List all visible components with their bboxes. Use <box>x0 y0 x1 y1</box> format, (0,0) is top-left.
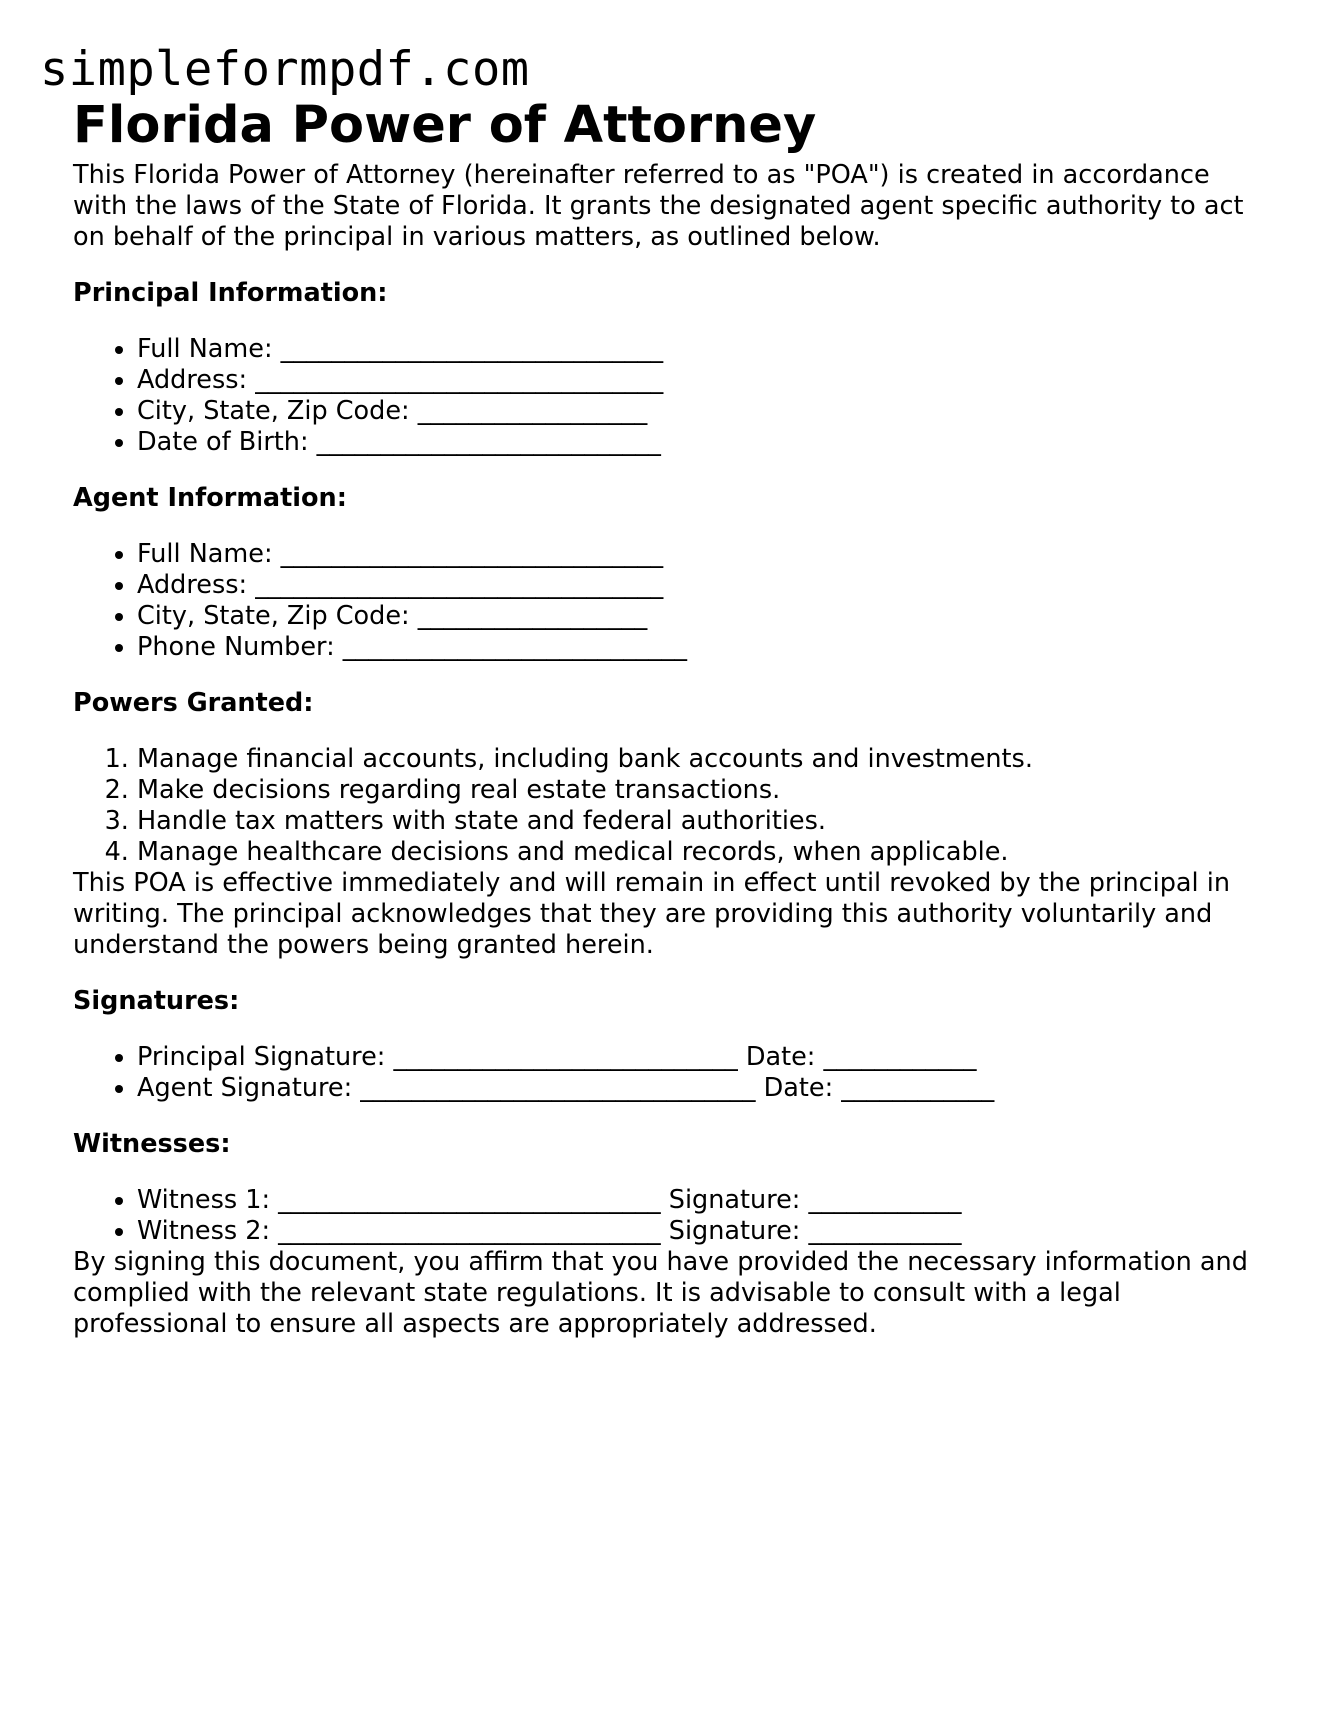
witnesses-heading: Witnesses: <box>73 1129 231 1159</box>
principal-date-of-birth-field: • Date of Birth: ___________________________ <box>137 427 1253 458</box>
principal-city-state-zip-field: • City, State, Zip Code: __________________ <box>137 396 1253 427</box>
agent-city-state-zip-field: • City, State, Zip Code: __________________ <box>137 601 1253 632</box>
principal-address-field: • Address: ________________________________ <box>137 365 1253 396</box>
powers-granted-heading: Powers Granted: <box>73 688 314 718</box>
principal-info-heading: Principal Information: <box>73 278 388 308</box>
powers-granted-list <box>73 744 1253 868</box>
power-item: 1. Manage financial accounts, including bank accounts and investments. <box>137 744 1253 775</box>
power-item: 4. Manage healthcare decisions and medical records, when applicable. <box>137 837 1253 868</box>
effective-paragraph: This POA is effective immediately and will remain in effect until revoked by the principal in writing. The principal acknowledges that they are providing this authority voluntarily and understand the powers being granted herein. <box>73 868 1230 960</box>
agent-signature-line: • Agent Signature: _______________________________ Date: ____________ <box>137 1073 1253 1104</box>
signatures-heading: Signatures: <box>73 986 240 1016</box>
agent-info-list <box>73 539 1253 663</box>
signatures-list <box>73 1042 1253 1104</box>
witness-1-line: • Witness 1: ______________________________ Signature: ____________ <box>137 1185 1253 1216</box>
power-item: 3. Handle tax matters with state and federal authorities. <box>137 806 1253 837</box>
watermark-text: simpleformpdf.com <box>40 42 530 97</box>
agent-info-heading: Agent Information: <box>73 483 347 513</box>
principal-full-name-field: • Full Name: ______________________________ <box>137 334 1253 365</box>
witnesses-list <box>73 1185 1253 1247</box>
agent-full-name-field: • Full Name: ______________________________ <box>137 539 1253 570</box>
witness-2-line: • Witness 2: ______________________________ Signature: ____________ <box>137 1216 1253 1247</box>
agent-phone-number-field: • Phone Number: ___________________________ <box>137 632 1253 663</box>
agent-address-field: • Address: ________________________________ <box>137 570 1253 601</box>
principal-info-list <box>73 334 1253 458</box>
principal-signature-line: • Principal Signature: ___________________________ Date: ____________ <box>137 1042 1253 1073</box>
power-item: 2. Make decisions regarding real estate transactions. <box>137 775 1253 806</box>
document-body <box>73 92 1253 1340</box>
intro-paragraph: This Florida Power of Attorney (hereinafter referred to as "POA") is created in accordance with the laws of the State of Florida. It grants the designated agent specific authority to act on behalf of the principal in various matters, as outlined below. <box>73 160 1244 252</box>
closing-paragraph: By signing this document, you affirm that you have provided the necessary information and complied with the relevant state regulations. It is advisable to consult with a legal professional to ensure all aspects are appropriately addressed. <box>73 1247 1248 1339</box>
page-title: Florida Power of Attorney <box>73 96 817 155</box>
